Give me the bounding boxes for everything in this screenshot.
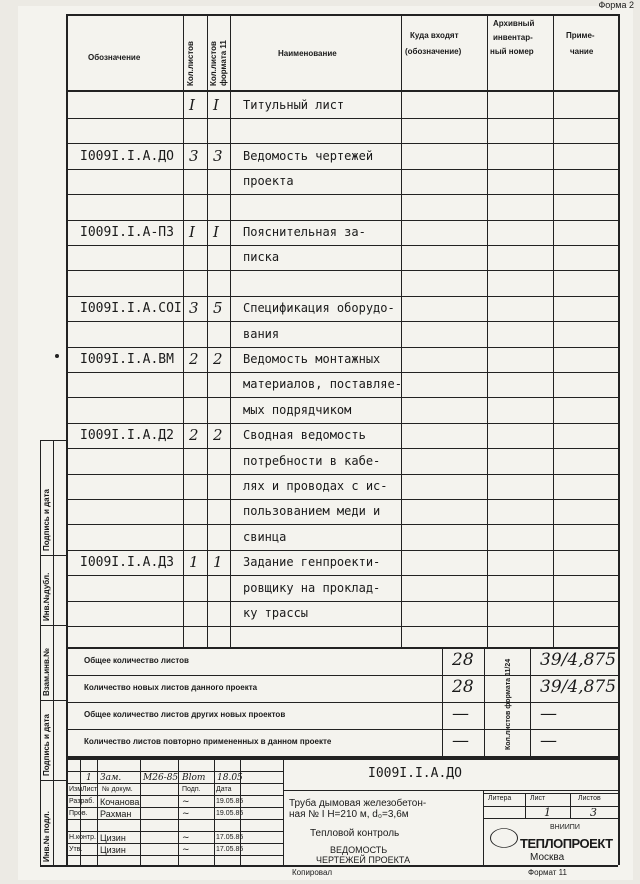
grid-line — [140, 758, 141, 865]
header-primech-1: Приме- — [566, 31, 595, 40]
tb-date: 17.05.85 — [216, 846, 244, 853]
grid-line — [483, 793, 618, 794]
header-kol-listov-format: Кол.листов формата 11 — [209, 40, 228, 86]
doc-name-line: материалов, поставляе- — [243, 377, 402, 391]
grid-line — [66, 807, 283, 808]
grid-line — [97, 758, 98, 865]
totals-value: 28 — [452, 650, 474, 670]
tb-list: Лист — [530, 795, 546, 802]
tb-role: Утв. — [69, 846, 83, 853]
doc-name-line: писка — [243, 250, 280, 264]
grid-line — [66, 499, 618, 500]
tb-date: 19.05.85 — [216, 798, 244, 805]
format-count: 5 — [213, 299, 223, 317]
header-primech-2: чание — [570, 47, 594, 56]
margin-dot — [55, 354, 59, 358]
grid-line — [66, 448, 618, 449]
grid-line — [66, 626, 618, 627]
grid-line — [66, 702, 618, 703]
doc-name-line: лях и проводах с ис- — [243, 479, 388, 493]
rev-date: 18.05 — [217, 773, 243, 783]
grid-line — [40, 625, 66, 626]
header-naimenovanie: Наименование — [278, 49, 337, 58]
grid-line — [66, 524, 618, 525]
tb-city: Москва — [530, 852, 565, 863]
rev-izm: 1 — [86, 773, 92, 783]
tb-col-header: Изм — [69, 786, 83, 793]
sheet-count: 3 — [189, 299, 199, 317]
grid-line — [53, 440, 54, 865]
doc-name-line: мых подрядчиком — [243, 403, 352, 417]
grid-line — [40, 865, 618, 867]
totals-value2: — — [540, 704, 557, 724]
tb-listov: Листов — [578, 795, 601, 802]
totals-value: — — [452, 704, 469, 724]
grid-line — [40, 440, 66, 441]
grid-line — [183, 14, 184, 647]
side-inv-dubl: Инв.№дубл. — [42, 572, 51, 621]
doc-name-line: Задание генпроекти- — [243, 555, 381, 569]
tb-person: Цизин — [100, 845, 126, 855]
grid-line — [553, 14, 554, 647]
rev-podp: Blom — [182, 773, 206, 783]
tb-title-2: ная № I Н=210 м, d₀=3,6м — [289, 809, 409, 820]
grid-line — [40, 555, 66, 556]
grid-line — [66, 831, 283, 832]
tb-person: Кочанова — [100, 797, 140, 807]
doc-code: I009I.I.А.Д2 — [80, 428, 174, 443]
doc-name-line: Титульный лист — [243, 98, 345, 112]
doc-name-line: Пояснительная за- — [243, 225, 366, 239]
side-podp-data-1: Подпись и дата — [42, 714, 51, 776]
grid-line — [207, 14, 208, 647]
format-count: 3 — [213, 147, 223, 165]
header-kuda-1: Куда входят — [410, 31, 459, 40]
grid-line — [66, 270, 618, 271]
grid-line — [66, 14, 618, 16]
grid-line — [401, 14, 402, 647]
grid-line — [66, 855, 283, 856]
doc-name-line: вания — [243, 327, 280, 341]
tb-col-header: Лист — [82, 786, 98, 793]
tb-title-3: Тепловой контроль — [310, 828, 400, 839]
sheet-count: 2 — [189, 350, 199, 368]
rev-list: Зам. — [100, 773, 122, 783]
signature-mark: ~ — [182, 797, 190, 807]
grid-line — [66, 118, 618, 119]
grid-line — [66, 783, 283, 784]
grid-line — [66, 675, 618, 676]
grid-line — [40, 440, 41, 865]
grid-line — [618, 14, 620, 865]
tb-list-value: 1 — [544, 806, 551, 819]
format-count: I — [213, 96, 219, 114]
format-count: 2 — [213, 426, 223, 444]
form-label: Форма 2 — [598, 0, 634, 10]
tb-doc-type-2: ЧЕРТЕЖЕЙ ПРОЕКТА — [316, 855, 411, 865]
doc-name-line: пользованием меди и — [243, 504, 381, 518]
header-kuda-2: (обозначение) — [405, 47, 462, 56]
tb-person: Цизин — [100, 833, 126, 843]
grid-line — [530, 647, 531, 756]
grid-line — [66, 321, 618, 322]
side-podp-data-2: Подпись и дата — [42, 489, 51, 551]
doc-name-line: Сводная ведомость — [243, 428, 366, 442]
grid-line — [66, 758, 618, 760]
totals-value: — — [452, 731, 469, 751]
totals-value2: 39/4,875 — [540, 650, 617, 670]
tb-role: Пров. — [69, 810, 88, 817]
totals-value2: 39/4,875 — [540, 677, 617, 697]
grid-line — [283, 790, 618, 791]
tb-col-header: № докум. — [102, 786, 133, 793]
grid-line — [66, 347, 618, 348]
grid-line — [66, 795, 283, 796]
doc-name-line: проекта — [243, 174, 294, 188]
tb-date: 19.05.85 — [216, 810, 244, 817]
grid-line — [283, 758, 284, 865]
doc-name-line: потребности в кабе- — [243, 454, 381, 468]
sheet-count: 3 — [189, 147, 199, 165]
tb-person: Рахман — [100, 809, 132, 819]
format-count: 1 — [213, 553, 223, 571]
doc-name-line: Ведомость монтажных — [243, 352, 381, 366]
grid-line — [66, 819, 283, 820]
totals-side-label: Кол.листов формата 11/24 — [505, 658, 512, 750]
doc-name-line: Ведомость чертежей — [243, 149, 374, 163]
grid-line — [66, 372, 618, 373]
totals-label: Общее количество листов других новых проектов — [84, 710, 286, 719]
grid-line — [66, 169, 618, 170]
grid-line — [66, 729, 618, 730]
tb-listov-value: 3 — [590, 806, 597, 819]
grid-line — [570, 793, 571, 818]
grid-line — [66, 647, 618, 649]
tb-doc-type-1: ВЕДОМОСТЬ — [330, 845, 388, 855]
grid-line — [66, 771, 283, 772]
grid-line — [66, 14, 68, 865]
grid-line — [40, 780, 66, 781]
grid-line — [66, 474, 618, 475]
grid-line — [66, 220, 618, 221]
tb-litera: Литера — [488, 795, 512, 802]
grid-line — [66, 296, 618, 297]
doc-name-line: свинца — [243, 530, 287, 544]
doc-name-line: ровщику на проклад- — [243, 581, 381, 595]
sheet-count: 1 — [189, 553, 199, 571]
grid-line — [487, 14, 488, 647]
side-inv-podl: Инв.№ подл. — [42, 811, 51, 862]
grid-line — [483, 790, 484, 865]
grid-line — [66, 423, 618, 424]
grid-line — [230, 14, 231, 647]
rev-doc: М26-85 — [143, 773, 179, 783]
tb-role: Разраб. — [69, 798, 95, 805]
doc-name-line: ку трассы — [243, 606, 309, 620]
doc-code: I009I.I.А.ВМ — [80, 352, 174, 367]
totals-label: Количество листов повторно примененных в данном проекте — [84, 737, 332, 746]
tb-col-header: Дата — [216, 786, 232, 793]
grid-line — [66, 601, 618, 602]
org-logo-icon — [490, 828, 518, 848]
header-arhiv-1: Архивный — [493, 19, 535, 28]
grid-line — [66, 194, 618, 195]
sheet-count: 2 — [189, 426, 199, 444]
header-kol-listov: Кол.листов — [186, 41, 195, 86]
grid-line — [66, 143, 618, 144]
doc-code: I009I.I.А.СОI — [80, 301, 182, 316]
header-arhiv-3: ный номер — [490, 47, 534, 56]
footer-format: Формат 11 — [528, 868, 567, 877]
signature-mark: ~ — [182, 845, 190, 855]
tb-org: ТЕПЛОПРОЕКТ — [520, 836, 613, 851]
tb-org-small: ВНИИПИ — [550, 824, 580, 831]
side-vzam-inv: Взам.инв.№ — [42, 647, 51, 696]
tb-role: Н.контр. — [69, 834, 96, 841]
tb-title-1: Труба дымовая железобетон- — [289, 798, 427, 809]
format-count: I — [213, 223, 219, 241]
tb-doc-code: I009I.I.А.ДО — [368, 766, 462, 781]
grid-line — [40, 700, 66, 701]
header-oboznachenie: Обозначение — [88, 53, 141, 62]
format-count: 2 — [213, 350, 223, 368]
grid-line — [66, 245, 618, 246]
grid-line — [66, 90, 618, 92]
doc-code: I009I.I.А-ПЗ — [80, 225, 174, 240]
signature-mark: ~ — [182, 833, 190, 843]
grid-line — [484, 647, 485, 756]
grid-line — [66, 550, 618, 551]
grid-line — [525, 793, 526, 818]
header-arhiv-2: инвентар- — [493, 33, 533, 42]
grid-line — [66, 843, 283, 844]
tb-col-header: Подп. — [182, 786, 201, 793]
tb-date: 17.05.85 — [216, 834, 244, 841]
doc-name-line: Спецификация оборудо- — [243, 301, 395, 315]
doc-code: I009I.I.А.ДО — [80, 149, 174, 164]
totals-value2: — — [540, 731, 557, 751]
totals-label: Общее количество листов — [84, 656, 189, 665]
totals-label: Количество новых листов данного проекта — [84, 683, 258, 692]
grid-line — [442, 647, 443, 756]
footer-kopiroval: Копировал — [292, 868, 333, 877]
grid-line — [66, 397, 618, 398]
sheet-count: I — [189, 223, 195, 241]
totals-value: 28 — [452, 677, 474, 697]
grid-line — [214, 758, 215, 865]
sheet-count: I — [189, 96, 195, 114]
doc-code: I009I.I.А.Д3 — [80, 555, 174, 570]
signature-mark: ~ — [182, 809, 190, 819]
grid-line — [66, 575, 618, 576]
